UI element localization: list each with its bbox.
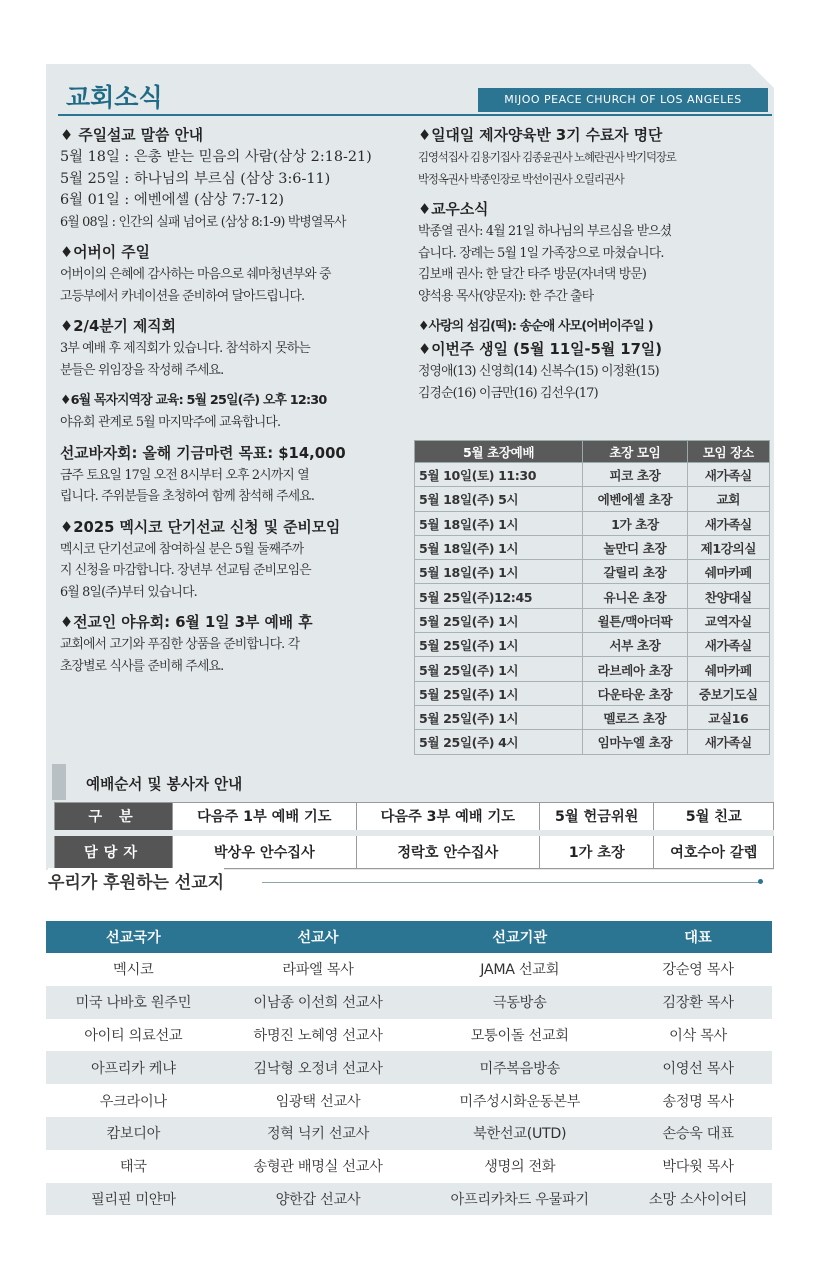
table-cell: 5월 10일(토) 11:30 bbox=[415, 463, 583, 487]
section-line: 교회에서 고기와 푸짐한 상품을 준비합니다. 각 bbox=[60, 637, 300, 652]
section-line: 6월 08일 : 인간의 실패 넘어로 (삼상 8:1-9) 박병열목사 bbox=[60, 214, 346, 230]
row-label: 구 분 bbox=[55, 803, 173, 833]
title-divider bbox=[58, 114, 772, 116]
table-cell: 모퉁이돌 선교회 bbox=[470, 1027, 569, 1044]
table-cell: 피코 초장 bbox=[583, 463, 687, 487]
table-cell: 라브레아 초장 bbox=[583, 657, 687, 681]
table-cell: 1가 초장 bbox=[583, 511, 687, 535]
sermon-schedule-section bbox=[60, 124, 412, 233]
table-cell: 놀만디 초장 bbox=[583, 535, 687, 559]
section-line: 6월 01일 : 에벤에셀 (삼상 7:7-12) bbox=[60, 192, 284, 208]
section-line: 6월 8일(주)부터 있습니다. bbox=[60, 584, 197, 600]
rice-cake-section bbox=[418, 315, 768, 338]
table-cell: 5월 25일(주) 1시 bbox=[415, 705, 583, 729]
table-cell: 찬양대실 bbox=[687, 584, 769, 608]
section-heading: ♦일대일 제자양육반 3기 수료자 명단 bbox=[418, 127, 663, 144]
table-header-cell: 모임 장소 bbox=[687, 441, 769, 463]
table-cell: 5월 18일(주) 1시 bbox=[415, 535, 583, 559]
table-row bbox=[46, 1117, 772, 1150]
table-cell: 유니온 초장 bbox=[583, 584, 687, 608]
table-cell: 박상우 안수집사 bbox=[173, 833, 357, 869]
section-line: 양석용 목사(양문자): 한 주간 출타 bbox=[418, 288, 594, 304]
table-cell: 다음주 1부 예배 기도 bbox=[173, 803, 357, 833]
table-cell: 윌튼/맥아더팍 bbox=[583, 608, 687, 632]
table-cell: 태국 bbox=[119, 1159, 147, 1176]
table-row bbox=[46, 1084, 772, 1117]
table-row bbox=[415, 584, 770, 608]
table-cell: 송형관 배명실 선교사 bbox=[253, 1159, 383, 1176]
table-cell: 5월 25일(주) 1시 bbox=[415, 657, 583, 681]
table-row bbox=[415, 633, 770, 657]
mission-bazaar-section bbox=[60, 442, 412, 508]
table-cell: 에벤에셀 초장 bbox=[583, 487, 687, 511]
church-name-banner: MIJOO PEACE CHURCH OF LOS ANGELES bbox=[478, 88, 768, 112]
table-cell: 필리핀 미얀마 bbox=[46, 1183, 221, 1216]
table-header-cell: 선교기관 bbox=[415, 921, 624, 953]
section-line: 습니다. 장례는 5월 1일 가족장으로 마쳤습니다. bbox=[418, 245, 664, 261]
table-cell: 제1강의실 bbox=[687, 535, 769, 559]
table-row bbox=[415, 511, 770, 535]
section-line: 지 신청을 마감합니다. 장년부 선교팀 준비모임은 bbox=[60, 563, 311, 578]
table-cell: 임마누엘 초장 bbox=[583, 730, 687, 754]
section-marker bbox=[52, 764, 66, 800]
table-cell: 여호수아 갈렙 bbox=[654, 833, 774, 869]
section-heading: ♦어버이 주일 bbox=[60, 244, 150, 261]
table-cell: 미국 나바호 원주민 bbox=[46, 986, 221, 1019]
table-row bbox=[415, 608, 770, 632]
table-cell: 교역자실 bbox=[687, 608, 769, 632]
missions-table bbox=[46, 921, 772, 1215]
table-header-cell: 선교국가 bbox=[46, 921, 221, 953]
table-cell: 5월 25일(주)12:45 bbox=[415, 584, 583, 608]
table-cell: 정혁 닉키 선교사 bbox=[221, 1117, 416, 1150]
section-line: 박종열 권사: 4월 21일 하나님의 부르심을 받으셨 bbox=[418, 224, 672, 239]
group-schedule-table bbox=[414, 440, 770, 755]
section-heading: ♦사랑의 섬김(떡): 송순애 사모(어버이주일 ) bbox=[418, 319, 653, 334]
table-cell: 교실16 bbox=[687, 705, 769, 729]
section-line: 야유회 관계로 5월 마지막주에 교육합니다. bbox=[60, 415, 281, 430]
table-row bbox=[46, 953, 772, 986]
table-cell: 5월 18일(주) 5시 bbox=[415, 487, 583, 511]
table-cell: 미주성시화운동본부 bbox=[459, 1093, 581, 1110]
discipleship-graduates-section bbox=[418, 124, 768, 190]
rule-end-dot bbox=[758, 879, 763, 884]
table-cell: 쉐마카페 bbox=[687, 560, 769, 584]
missions-title-rule bbox=[262, 882, 760, 883]
table-cell: 소망 소사이어티 bbox=[624, 1183, 772, 1216]
table-cell: 교회 bbox=[687, 487, 769, 511]
table-cell: 새가족실 bbox=[687, 511, 769, 535]
news-column-right bbox=[418, 124, 768, 412]
table-row bbox=[46, 1150, 772, 1183]
section-line: 김경순(16) 이금만(16) 김선우(17) bbox=[418, 385, 598, 401]
section-line: 박정옥권사 박종인장로 박선이권사 오릴리권사 bbox=[418, 171, 624, 186]
table-header-row bbox=[46, 921, 772, 953]
table-cell: 5월 18일(주) 1시 bbox=[415, 560, 583, 584]
parents-day-section bbox=[60, 241, 412, 307]
table-cell: 생명의 전화 bbox=[484, 1159, 556, 1176]
table-cell: 5월 친교 bbox=[654, 803, 774, 833]
section-line: 김보배 권사: 한 달간 타주 방문(자녀댁 방문) bbox=[418, 267, 647, 282]
table-row bbox=[46, 1183, 772, 1216]
section-heading: ♦교우소식 bbox=[418, 201, 489, 218]
service-volunteer-table bbox=[54, 802, 774, 869]
section-line: 5월 25일 : 하나님의 부르심 (삼상 3:6-11) bbox=[60, 170, 331, 187]
section-heading: ♦6월 목자지역장 교육: 5월 25일(주) 오후 12:30 bbox=[60, 393, 327, 408]
service-section-title: 예배순서 및 봉사자 안내 bbox=[86, 776, 243, 793]
missions-section-title: 우리가 후원하는 선교지 bbox=[48, 868, 224, 893]
section-line: 분들은 위임장을 작성해 주세요. bbox=[60, 362, 224, 378]
section-line: 멕시코 단기선교에 참여하실 분은 5월 둘째주까 bbox=[60, 541, 304, 557]
table-cell: 5월 25일(주) 1시 bbox=[415, 633, 583, 657]
table-cell: 새가족실 bbox=[687, 633, 769, 657]
section-line: 고등부에서 카네이션을 준비하여 달아드립니다. bbox=[60, 288, 305, 304]
table-cell: 우크라이나 bbox=[99, 1093, 167, 1110]
table-cell: 김장환 목사 bbox=[624, 986, 772, 1019]
table-cell: 라파엘 목사 bbox=[282, 962, 354, 979]
shepherd-training-section bbox=[60, 389, 412, 434]
table-header-cell: 대표 bbox=[624, 921, 772, 953]
section-line: 3부 예배 후 제직회가 있습니다. 참석하지 못하는 bbox=[60, 341, 310, 356]
section-heading: ♦2/4분기 제직회 bbox=[60, 318, 176, 335]
table-cell: 5월 18일(주) 1시 bbox=[415, 511, 583, 535]
table-row bbox=[415, 535, 770, 559]
table-cell: 다음주 3부 예배 기도 bbox=[356, 803, 540, 833]
table-cell: 새가족실 bbox=[687, 730, 769, 754]
row-label: 담당자 bbox=[55, 833, 173, 869]
page-title: 교회소식 bbox=[66, 83, 163, 112]
table-cell: 5월 25일(주) 1시 bbox=[415, 608, 583, 632]
table-row bbox=[415, 681, 770, 705]
table-row bbox=[55, 833, 774, 869]
section-line: 5월 18일 : 은총 받는 믿음의 사람(삼상 2:18-21) bbox=[60, 149, 372, 165]
table-cell: 극동방송 bbox=[415, 986, 624, 1019]
table-cell: 다운타운 초장 bbox=[583, 681, 687, 705]
table-row bbox=[415, 730, 770, 754]
section-line: 정영애(13) 신영희(14) 신복수(15) 이정환(15) bbox=[418, 364, 659, 379]
mexico-mission-section bbox=[60, 516, 412, 604]
section-line: 어버이의 은혜에 감사하는 마음으로 쉐마청년부와 중 bbox=[60, 267, 331, 282]
table-cell: 서부 초장 bbox=[583, 633, 687, 657]
table-cell: 이영선 목사 bbox=[624, 1051, 772, 1084]
table-header-cell: 5월 초장예배 bbox=[415, 441, 583, 463]
section-heading: ♦전교인 야유회: 6월 1일 3부 예배 후 bbox=[60, 614, 313, 631]
table-cell: 갈릴리 초장 bbox=[583, 560, 687, 584]
table-cell: 아프리카차드 우물파기 bbox=[415, 1183, 624, 1216]
section-line: 초장별로 식사를 준비해 주세요. bbox=[60, 658, 224, 674]
officers-meeting-section bbox=[60, 315, 412, 381]
table-header-cell: 선교사 bbox=[221, 921, 416, 953]
table-cell: 하명진 노혜영 선교사 bbox=[253, 1027, 383, 1044]
table-cell: 5월 25일(주) 1시 bbox=[415, 681, 583, 705]
section-heading: ♦2025 멕시코 단기선교 신청 및 준비모임 bbox=[60, 518, 341, 536]
section-line: 김영석집사 김용기집사 김종윤권사 노혜란권사 박기덕장로 bbox=[418, 150, 676, 164]
section-heading: ♦ 주일설교 말씀 안내 bbox=[60, 127, 204, 144]
table-cell: 양한갑 선교사 bbox=[221, 1183, 416, 1216]
table-cell: 정락호 안수집사 bbox=[356, 833, 540, 869]
birthday-section bbox=[418, 338, 768, 404]
table-row bbox=[415, 463, 770, 487]
table-row bbox=[415, 487, 770, 511]
table-cell: 임광택 선교사 bbox=[275, 1093, 361, 1110]
table-row bbox=[415, 657, 770, 681]
table-row bbox=[46, 1051, 772, 1084]
table-cell: 미주복음방송 bbox=[415, 1051, 624, 1084]
table-cell: 이남종 이선희 선교사 bbox=[221, 986, 416, 1019]
table-cell: 멕시코 bbox=[113, 962, 154, 979]
table-row bbox=[46, 1019, 772, 1052]
table-cell: 아이티 의료선교 bbox=[84, 1027, 183, 1044]
table-cell: 손승욱 대표 bbox=[624, 1117, 772, 1150]
table-cell: 쉐마카페 bbox=[687, 657, 769, 681]
table-cell: 5월 헌금위원 bbox=[540, 803, 654, 833]
table-cell: 새가족실 bbox=[687, 463, 769, 487]
table-cell: 1가 초장 bbox=[540, 833, 654, 869]
picnic-section bbox=[60, 611, 412, 677]
table-cell: 5월 25일(주) 4시 bbox=[415, 730, 583, 754]
table-cell: 김낙형 오정녀 선교사 bbox=[221, 1051, 416, 1084]
table-cell: JAMA 선교회 bbox=[480, 962, 560, 979]
table-cell: 이삭 목사 bbox=[669, 1027, 727, 1044]
table-header-row bbox=[415, 441, 770, 463]
table-cell: 북한선교(UTD) bbox=[415, 1117, 624, 1150]
table-row bbox=[55, 803, 774, 833]
member-news-section bbox=[418, 198, 768, 307]
table-row bbox=[415, 705, 770, 729]
table-cell: 박다윗 목사 bbox=[662, 1159, 734, 1176]
table-row bbox=[46, 986, 772, 1019]
table-cell: 캄보디아 bbox=[46, 1117, 221, 1150]
panel-corner-cut bbox=[750, 64, 774, 88]
section-heading: ♦이번주 생일 (5월 11일-5월 17일) bbox=[418, 341, 662, 358]
news-column-left bbox=[60, 124, 412, 685]
table-header-cell: 초장 모임 bbox=[583, 441, 687, 463]
section-line: 립니다. 주위분들을 초청하여 함께 참석해 주세요. bbox=[60, 489, 315, 504]
table-cell: 아프리카 케냐 bbox=[46, 1051, 221, 1084]
section-heading: 선교바자회: 올해 기금마련 목표: $14,000 bbox=[60, 444, 346, 462]
section-line: 금주 토요일 17일 오전 8시부터 오후 2시까지 열 bbox=[60, 467, 309, 483]
table-cell: 강순영 목사 bbox=[662, 962, 734, 979]
table-cell: 중보기도실 bbox=[687, 681, 769, 705]
table-cell: 송정명 목사 bbox=[662, 1093, 734, 1110]
table-row bbox=[415, 560, 770, 584]
table-cell: 멜로즈 초장 bbox=[583, 705, 687, 729]
